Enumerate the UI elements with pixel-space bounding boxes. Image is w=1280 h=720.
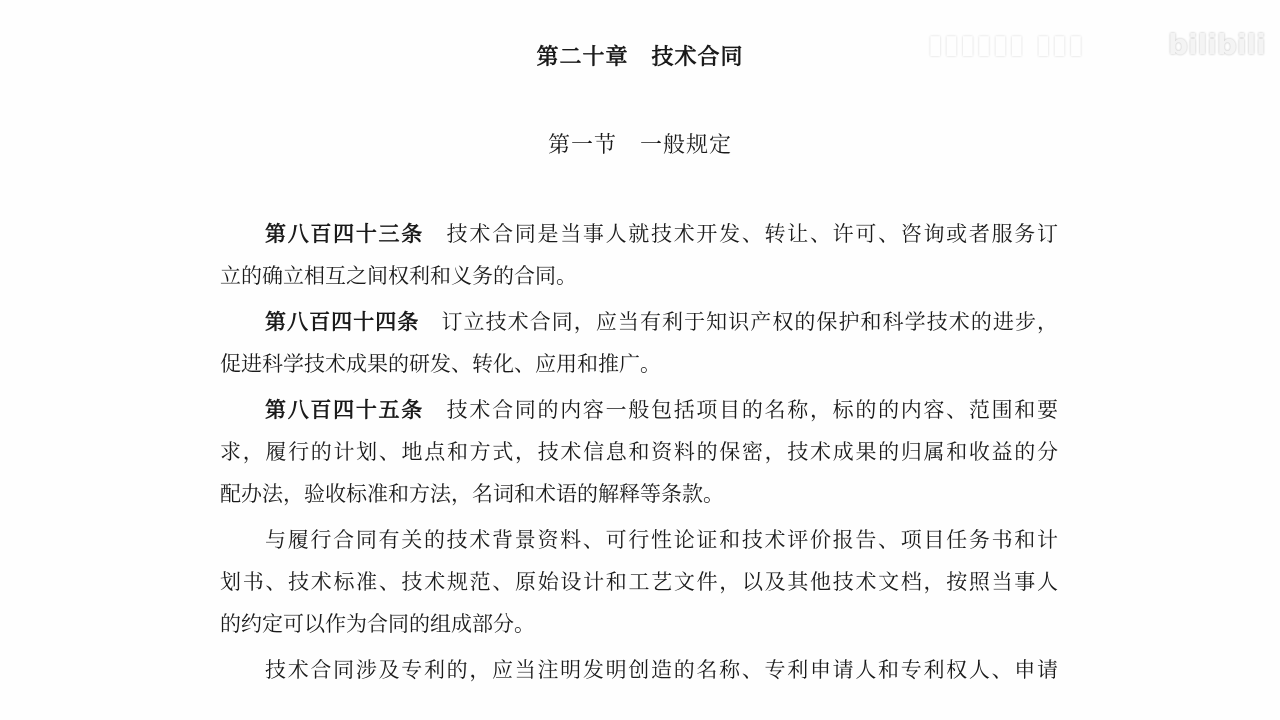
line-text: 配办法，验收标准和方法，名词和术语的解释等条款。	[220, 482, 724, 506]
line-text: 求，履行的计划、地点和方式，技术信息和资料的保密，技术成果的归属和收益的分	[220, 440, 1058, 464]
article-number: 第八百四十三条	[265, 221, 424, 246]
text-line	[220, 649, 1058, 691]
text-line	[220, 389, 1058, 431]
line-text: 技术合同是当事人就技术开发、转让、许可、咨询或者服务订	[423, 222, 1059, 246]
text-line	[220, 473, 1058, 515]
line-text: 技术合同的内容一般包括项目的名称，标的的内容、范围和要	[423, 398, 1059, 422]
line-text: 订立技术合同，应当有利于知识产权的保护和科学技术的进步，	[419, 310, 1059, 334]
text-line	[220, 255, 1058, 297]
text-line	[220, 603, 1058, 645]
line-text: 划书、技术标准、技术规范、原始设计和工艺文件，以及其他技术文档，按照当事人	[220, 570, 1058, 594]
line-text: 立的确立相互之间权利和义务的合同。	[220, 264, 577, 288]
article-number: 第八百四十四条	[265, 309, 420, 334]
line-text: 的约定可以作为合同的组成部分。	[220, 612, 535, 636]
bilibili-logo: bilibili	[1168, 28, 1266, 61]
chapter-title: 第二十章 技术合同	[536, 44, 744, 70]
document-body	[220, 213, 1058, 695]
paragraph	[220, 389, 1058, 515]
text-line	[220, 343, 1058, 385]
line-text: 促进科学技术成果的研发、转化、应用和推广。	[220, 352, 661, 376]
article-number: 第八百四十五条	[265, 397, 424, 422]
paragraph	[220, 213, 1058, 297]
text-line	[220, 213, 1058, 255]
text-line	[220, 561, 1058, 603]
paragraph	[220, 519, 1058, 645]
line-text: 技术合同涉及专利的，应当注明发明创造的名称、专利申请人和专利权人、申请	[265, 658, 1058, 682]
line-text: 与履行合同有关的技术背景资料、可行性论证和技术评价报告、项目任务书和计	[265, 528, 1058, 552]
section-title: 第一节 一般规定	[547, 133, 732, 158]
text-line	[220, 431, 1058, 473]
paragraph	[220, 301, 1058, 385]
watermark-channel-name: ▮▮▮▮▮▮ ▮▮▮	[928, 30, 1086, 60]
text-line	[220, 519, 1058, 561]
text-line	[220, 301, 1058, 343]
paragraph	[220, 649, 1058, 691]
